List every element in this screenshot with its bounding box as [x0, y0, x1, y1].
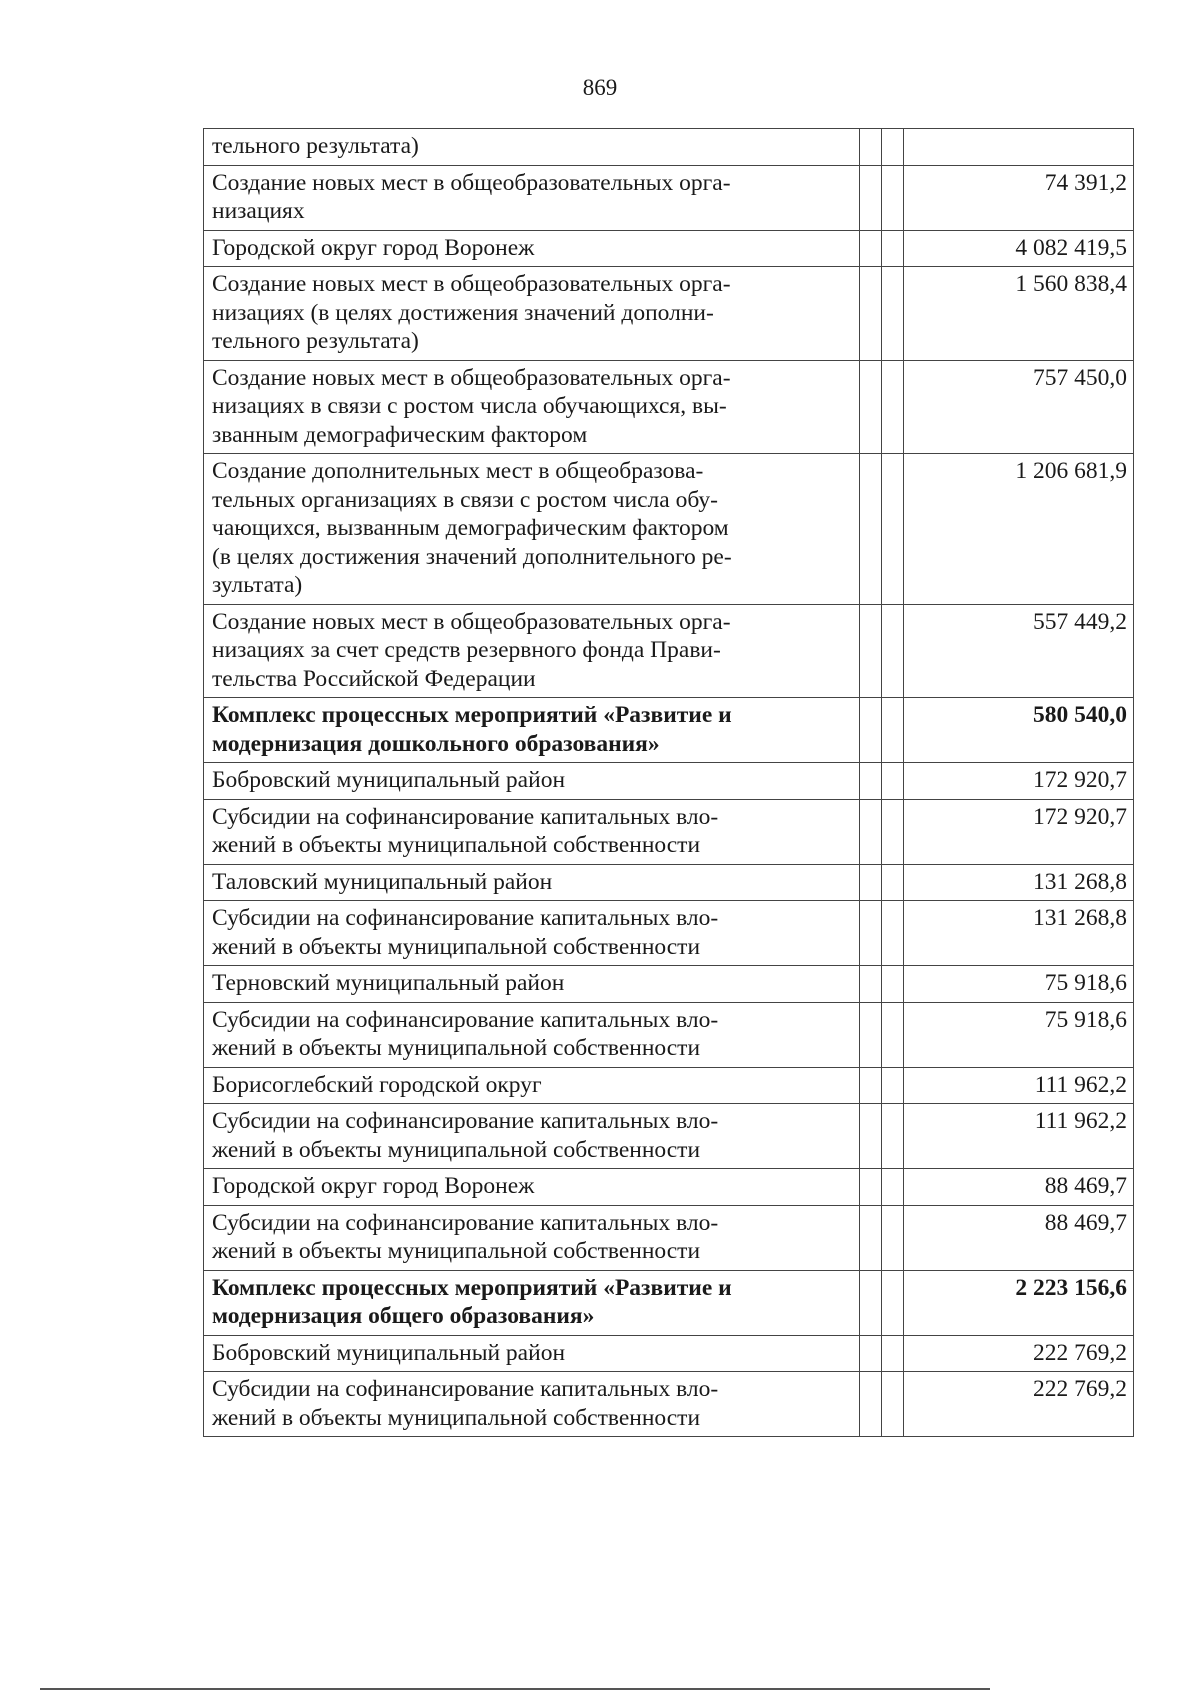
table-row: [204, 360, 1134, 454]
empty-cell: [860, 129, 882, 166]
empty-cell: [860, 763, 882, 800]
table-row: [204, 966, 1134, 1003]
row-name: Субсидии на софинансирование капитальных вло- жений в объекты муниципальной собственности: [204, 901, 860, 966]
empty-cell: [882, 1335, 904, 1372]
empty-cell: [860, 966, 882, 1003]
table-row: [204, 799, 1134, 864]
row-name: тельного результата): [204, 129, 860, 166]
table-row: [204, 1205, 1134, 1270]
table-row: [204, 1169, 1134, 1206]
row-amount: 222 769,2: [904, 1372, 1134, 1437]
row-name: Бобровский муниципальный район: [204, 1335, 860, 1372]
empty-cell: [882, 1270, 904, 1335]
row-amount: 111 962,2: [904, 1067, 1134, 1104]
empty-cell: [882, 165, 904, 230]
table-row: [204, 230, 1134, 267]
table-row: [204, 698, 1134, 763]
empty-cell: [882, 901, 904, 966]
row-name: Создание новых мест в общеобразовательных орга- низациях: [204, 165, 860, 230]
row-name: Создание новых мест в общеобразовательных орга- низациях за счет средств резервного фонда Прави- тельства Российской Федерации: [204, 604, 860, 698]
empty-cell: [860, 230, 882, 267]
empty-cell: [860, 1104, 882, 1169]
empty-cell: [882, 1104, 904, 1169]
row-amount: 131 268,8: [904, 901, 1134, 966]
row-name: Создание дополнительных мест в общеобразова- тельных организациях в связи с ростом числа обу- чающихся, вызванным демографическим фактором (в целях достижения значений дополнительного ре- зультата): [204, 454, 860, 605]
empty-cell: [860, 1372, 882, 1437]
empty-cell: [882, 1205, 904, 1270]
empty-cell: [882, 230, 904, 267]
empty-cell: [860, 360, 882, 454]
empty-cell: [882, 604, 904, 698]
table-row: [204, 1270, 1134, 1335]
table-row: [204, 864, 1134, 901]
table-row: [204, 129, 1134, 166]
row-amount: 111 962,2: [904, 1104, 1134, 1169]
row-amount: 1 206 681,9: [904, 454, 1134, 605]
row-name: Комплекс процессных мероприятий «Развитие и модернизация общего образования»: [204, 1270, 860, 1335]
empty-cell: [860, 698, 882, 763]
empty-cell: [882, 129, 904, 166]
page-number: 869: [582, 75, 618, 100]
row-amount: 557 449,2: [904, 604, 1134, 698]
empty-cell: [882, 1067, 904, 1104]
row-amount: 172 920,7: [904, 799, 1134, 864]
empty-cell: [882, 966, 904, 1003]
row-amount: 75 918,6: [904, 966, 1134, 1003]
row-name: Создание новых мест в общеобразовательных орга- низациях в связи с ростом числа обучающихся, вы- званным демографическим фактором: [204, 360, 860, 454]
table-row: [204, 604, 1134, 698]
empty-cell: [860, 454, 882, 605]
budget-table: [203, 128, 1134, 1437]
row-amount: 580 540,0: [904, 698, 1134, 763]
empty-cell: [860, 799, 882, 864]
empty-cell: [860, 1335, 882, 1372]
budget-table-body: [204, 129, 1134, 1437]
table-row: [204, 1002, 1134, 1067]
table-row: [204, 1067, 1134, 1104]
empty-cell: [860, 864, 882, 901]
row-amount: 88 469,7: [904, 1205, 1134, 1270]
table-row: [204, 1335, 1134, 1372]
row-name: Субсидии на софинансирование капитальных вло- жений в объекты муниципальной собственности: [204, 799, 860, 864]
row-name: Городской округ город Воронеж: [204, 1169, 860, 1206]
table-row: [204, 1372, 1134, 1437]
empty-cell: [882, 698, 904, 763]
empty-cell: [882, 763, 904, 800]
row-name: Субсидии на софинансирование капитальных вло- жений в объекты муниципальной собственности: [204, 1104, 860, 1169]
row-amount: [904, 129, 1134, 166]
row-amount: 172 920,7: [904, 763, 1134, 800]
empty-cell: [882, 799, 904, 864]
row-name: Создание новых мест в общеобразовательных орга- низациях (в целях достижения значений дополни- тельного результата): [204, 267, 860, 361]
row-name: Терновский муниципальный район: [204, 966, 860, 1003]
empty-cell: [860, 1169, 882, 1206]
row-name: Борисоглебский городской округ: [204, 1067, 860, 1104]
table-row: [204, 267, 1134, 361]
empty-cell: [882, 360, 904, 454]
row-amount: 75 918,6: [904, 1002, 1134, 1067]
empty-cell: [860, 1205, 882, 1270]
row-amount: 2 223 156,6: [904, 1270, 1134, 1335]
row-name: Субсидии на софинансирование капитальных вло- жений в объекты муниципальной собственности: [204, 1372, 860, 1437]
row-amount: 1 560 838,4: [904, 267, 1134, 361]
table-row: [204, 454, 1134, 605]
empty-cell: [860, 901, 882, 966]
table-row: [204, 901, 1134, 966]
empty-cell: [882, 864, 904, 901]
empty-cell: [860, 267, 882, 361]
empty-cell: [860, 1002, 882, 1067]
empty-cell: [882, 1372, 904, 1437]
bottom-rule: [40, 1688, 990, 1690]
empty-cell: [860, 165, 882, 230]
empty-cell: [882, 267, 904, 361]
empty-cell: [882, 1169, 904, 1206]
table-row: [204, 763, 1134, 800]
row-amount: 74 391,2: [904, 165, 1134, 230]
empty-cell: [860, 604, 882, 698]
row-name: Таловский муниципальный район: [204, 864, 860, 901]
row-name: Бобровский муниципальный район: [204, 763, 860, 800]
row-name: Комплекс процессных мероприятий «Развитие и модернизация дошкольного образования»: [204, 698, 860, 763]
row-name: Городской округ город Воронеж: [204, 230, 860, 267]
table-row: [204, 165, 1134, 230]
table-row: [204, 1104, 1134, 1169]
empty-cell: [882, 454, 904, 605]
empty-cell: [860, 1067, 882, 1104]
row-amount: 131 268,8: [904, 864, 1134, 901]
row-name: Субсидии на софинансирование капитальных вло- жений в объекты муниципальной собственности: [204, 1205, 860, 1270]
empty-cell: [882, 1002, 904, 1067]
row-name: Субсидии на софинансирование капитальных вло- жений в объекты муниципальной собственности: [204, 1002, 860, 1067]
row-amount: 4 082 419,5: [904, 230, 1134, 267]
row-amount: 88 469,7: [904, 1169, 1134, 1206]
row-amount: 757 450,0: [904, 360, 1134, 454]
row-amount: 222 769,2: [904, 1335, 1134, 1372]
empty-cell: [860, 1270, 882, 1335]
